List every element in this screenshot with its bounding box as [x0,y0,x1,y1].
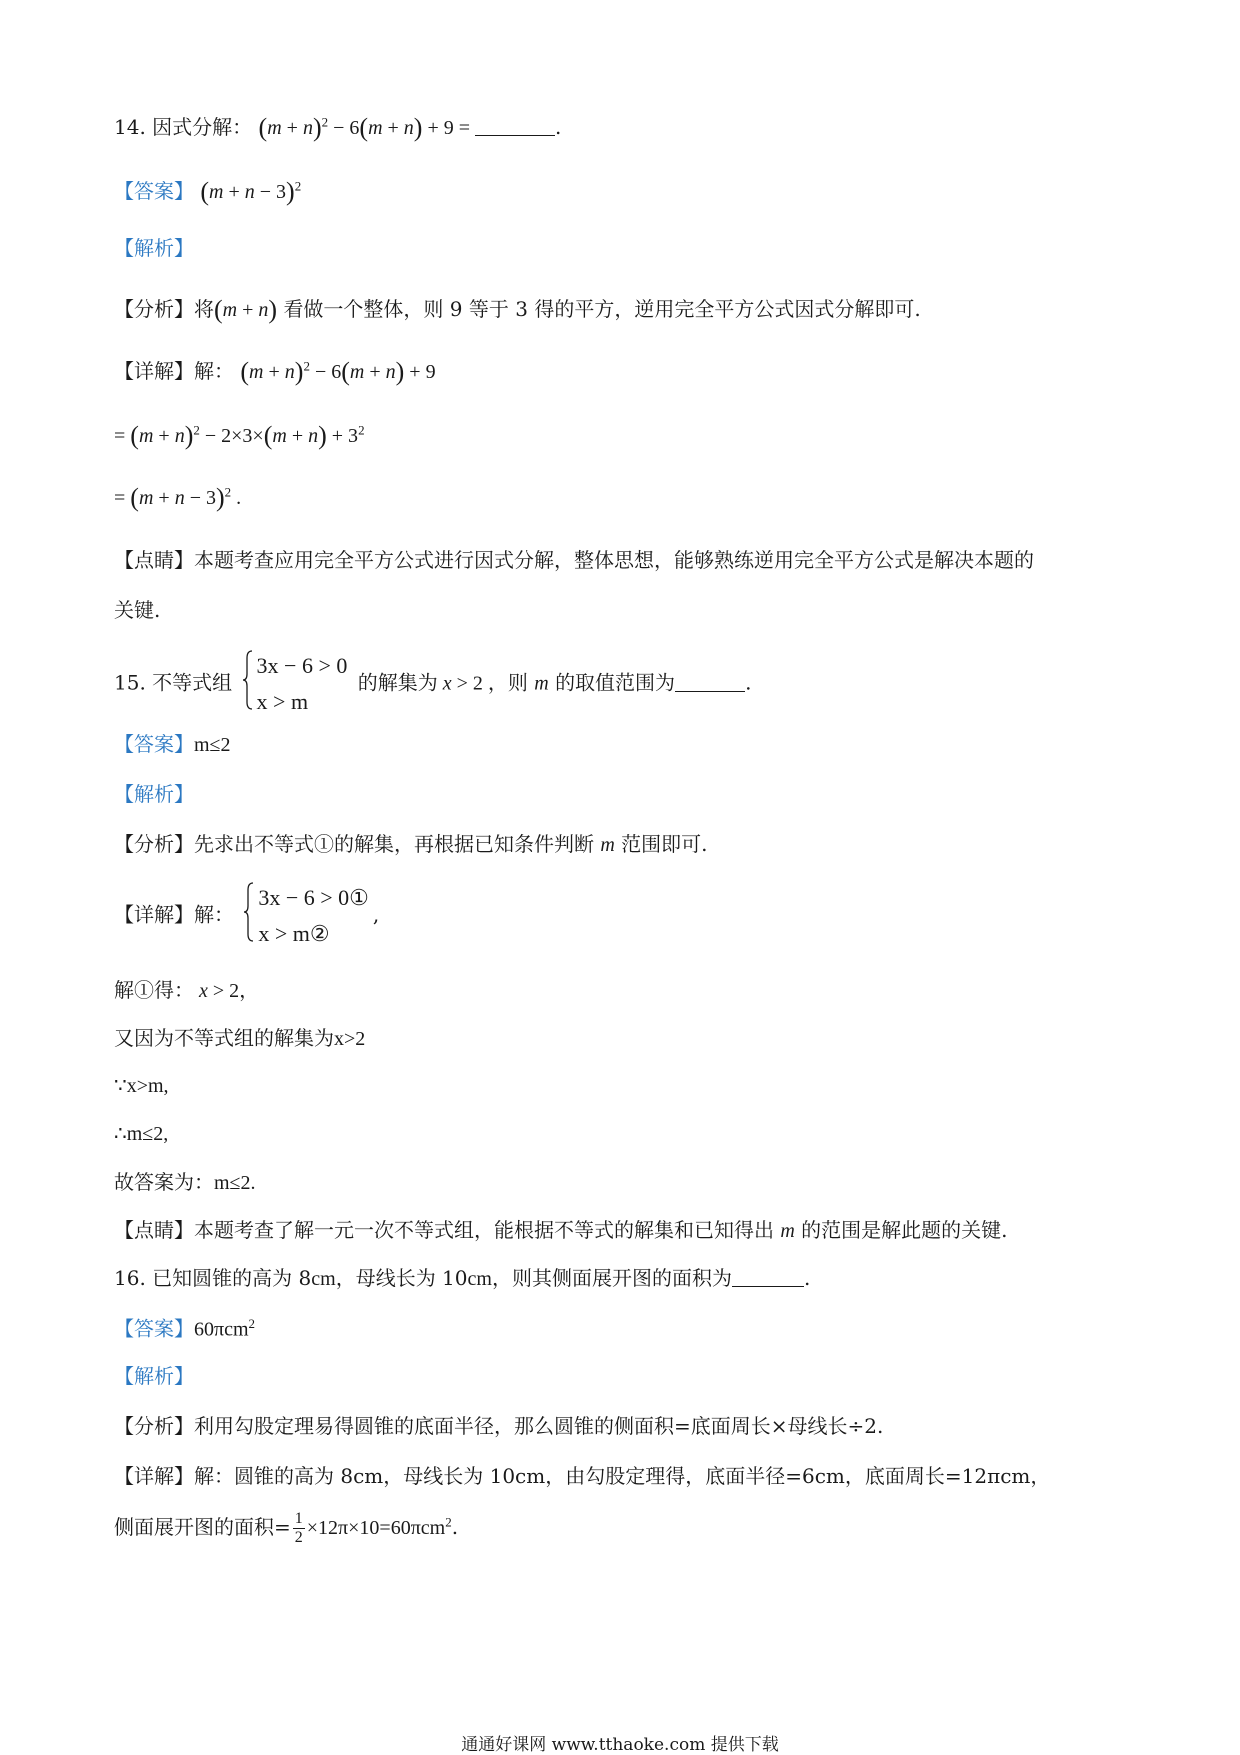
q16-final: 侧面展开图的面积= $\frac{1}{2}$ ×12π×10=60πcm$^2$. [114,1510,459,1546]
q14-fenxi-b: 看做一个整体，则 9 等于 3 得的平方，逆用完全平方公式因式分解即可. [283,297,921,321]
q15-fenxi-text: 先求出不等式①的解集，再根据已知条件判断 [194,832,594,856]
q16-final-a: 侧面展开图的面积= [114,1515,291,1539]
q14-step0: $(m + n)^2 - 6(m + n) + 9$ [240,357,436,386]
q14-fenxi-expr: (m + n) [214,295,278,324]
answer-tag: 【答案】 [114,732,194,756]
q15-stem-b: 的解集为 [357,670,438,695]
q15-dianjing-m: m [780,1220,795,1242]
q16-fenxi [114,1414,883,1438]
q16-unit-2: cm [467,1268,492,1290]
q14-xiangjie [114,356,436,387]
q16-final-end: . [451,1515,459,1539]
q16-answer: 【答案】60πcm$^2$ [114,1316,256,1341]
q15-answer-value: m≤2 [194,734,231,756]
q15-answer-blank [675,673,745,692]
q15-fenxi [114,832,708,857]
q14-analysis-tag [114,236,194,260]
analysis-tag: 【解析】 [114,236,194,260]
q15-var-m: m [534,672,549,695]
q14-fenxi-a: 将 [194,297,214,321]
q15-system-row2: x > m [256,689,309,714]
analysis-tag: 【解析】 [114,782,194,806]
q15-answer [114,732,231,757]
q14-stem-text: 因式分解： [152,115,253,139]
analysis-tag: 【解析】 [114,1364,194,1388]
q15-dianjing-a: 本题考查了解一元一次不等式组，能根据不等式的解集和已知得出 [194,1218,774,1242]
q16-analysis-tag [114,1364,194,1388]
q15-detail-system [244,880,369,952]
q15-stem: 15. 不等式组 3x − 6 > 0 x > m 的解集为 x > 2 ，则 m 的取值范围为 . [114,648,751,720]
fenxi-tag: 【分析】 [114,1414,194,1438]
q15-step4: ∴m≤2, [114,1123,169,1145]
q15-step2-val: x>2 [334,1028,366,1050]
q16-stem-c: ，则其侧面展开图的面积为 [491,1266,732,1290]
q15-system [243,648,348,720]
q15-analysis-tag [114,782,194,806]
q15-fenxi-end: 范围即可. [621,832,708,856]
q15-system-row1: 3x − 6 > 0 [256,653,348,678]
q16-stem: 16. 已知圆锥的高为 8cm，母线长为 10cm，则其侧面展开图的面积为 . [114,1266,811,1290]
q16-answer-blank [732,1268,804,1287]
q14-dianjing-line2: 关键. [114,598,161,622]
q15-step1-expr: x > 2 [199,980,240,1002]
q15-detail-row2: x > m② [258,921,330,946]
q15-step1: 解①得： x > 2， [114,978,260,1002]
q15-solution-set: x > 2 [442,672,488,695]
q14-expression: $(m + n)^2 - 6(m + n) + 9$ = [258,113,476,142]
q14-fenxi [114,294,921,325]
answer-tag: 【答案】 [114,1316,194,1341]
q14-answer-expression: $(m + n - 3)^2$ [200,177,302,206]
xiangjie-tag: 【详解】 [114,902,194,927]
q15-fenxi-m: m [600,834,615,856]
q16-stem-b: ，母线长为 10 [335,1266,468,1290]
q15-xiangjie: 【详解】解： 3x − 6 > 0① x > m② , [114,880,379,952]
q14-answer-blank [475,117,555,136]
q16-stem-a: 已知圆锥的高为 8 [152,1266,312,1290]
q15-stem-c: ，则 [487,670,528,695]
q16-number: 16. [114,1266,146,1290]
q15-step2 [114,1026,365,1051]
q15-step5-a: 故答案为： [114,1170,214,1194]
q15-dianjing [114,1218,1008,1243]
q15-step3: ∵x>m, [114,1075,169,1097]
q15-stem-d: 的取值范围为 [555,670,676,695]
q16-fraction-num: 1 [294,1510,303,1527]
q16-unit-1: cm [311,1268,336,1290]
q14-dianjing [114,548,1034,572]
q14-number: 14. [114,115,146,139]
q14-xiangjie-lead: 解： [194,359,234,383]
q14-stem: 14. 因式分解： $(m + n)^2 - 6(m + n) + 9$ = . [114,113,562,142]
q15-step5-b: m≤2. [214,1172,256,1194]
q16-fraction-den: 2 [294,1529,303,1546]
q16-answer-value: 60πcm [194,1318,249,1341]
q15-detail-row1: 3x − 6 > 0① [258,885,369,910]
fenxi-tag: 【分析】 [114,832,194,856]
xiangjie-tag: 【详解】 [114,1464,194,1488]
brace-icon [243,650,253,710]
page-footer: 通通好课网 www.tthaoke.com 提供下载 [461,1735,779,1755]
q14-step1: = $(m + n)^2 - 2\times 3\times(m + n) + 3^2$ [114,421,365,450]
q16-xiangjie [114,1464,1050,1488]
brace-icon [244,882,254,942]
q15-step5 [114,1170,256,1195]
q15-xiangjie-lead: 解： [194,902,234,927]
q14-step2: = $(m + n - 3)^2$ . [114,483,242,512]
dianjing-tag: 【点睛】 [114,548,194,572]
xiangjie-tag: 【详解】 [114,359,194,383]
q15-stem-a: 不等式组 [152,670,233,695]
fenxi-tag: 【分析】 [114,297,194,321]
q15-step1-a: 解①得： [114,978,194,1002]
q16-fraction [293,1510,305,1547]
q16-xiangjie-text: 解：圆锥的高为 8cm，母线长为 10cm，由勾股定理得，底面半径=6cm，底面周长=12πcm， [194,1464,1051,1488]
q14-dianjing-line1: 本题考查应用完全平方公式进行因式分解，整体思想，能够熟练逆用完全平方公式是解决本题的 [194,548,1034,572]
q14-answer [114,176,301,207]
answer-tag: 【答案】 [114,179,194,203]
q15-step2-text: 又因为不等式组的解集为 [114,1026,334,1050]
q15-dianjing-b: 的范围是解此题的关键. [801,1218,1008,1242]
q16-final-b: ×12π×10=60πcm [306,1517,446,1539]
q15-number: 15. [114,670,146,695]
dianjing-tag: 【点睛】 [114,1218,194,1242]
q16-fenxi-text: 利用勾股定理易得圆锥的底面半径，那么圆锥的侧面积=底面周长×母线长÷2. [194,1414,884,1438]
